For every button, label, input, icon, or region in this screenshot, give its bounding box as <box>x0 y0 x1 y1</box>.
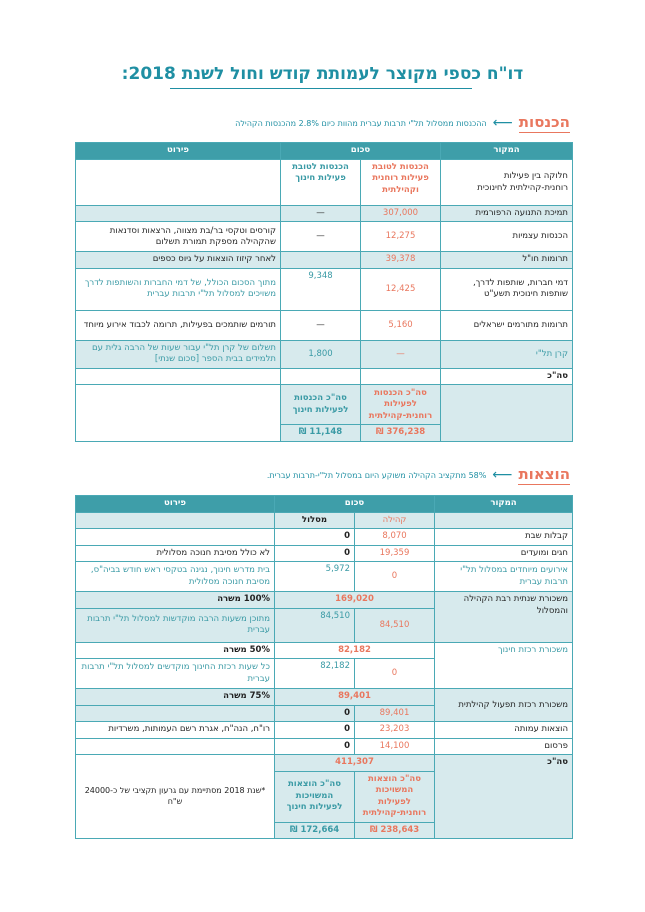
expenses-total-detail: 100% משרה <box>76 592 275 608</box>
income-education-value: — <box>281 310 361 340</box>
income-total-community-label: סה"כ הכנסות לפעילות רוחנית-קהילתית <box>361 385 441 425</box>
income-education-value: — <box>281 206 361 222</box>
expenses-col-detail: פירוט <box>76 496 275 513</box>
income-col-amount: סכום <box>281 143 441 160</box>
income-total-blank <box>441 385 573 441</box>
income-blank-cell <box>76 160 281 206</box>
income-education-value: 1,800 <box>281 340 361 368</box>
expenses-source: אירועים מיוחדים במסלול תל"י תרבות עברית <box>435 562 573 592</box>
expenses-table <box>75 495 573 839</box>
expenses-total-detail: 50% משרה <box>76 642 275 658</box>
expenses-row <box>76 689 573 705</box>
title-underline <box>170 88 472 89</box>
expenses-track-value: 0 <box>275 529 355 545</box>
income-sub-education: הכנסות לטובת פעילות חינוך <box>281 160 361 206</box>
expenses-total-track-label: סה"כ הוצאות המשויכות לפעילות חינוך <box>275 771 355 822</box>
expenses-community-value: 84,510 <box>355 608 435 642</box>
expenses-detail: לא כולל מסיבת חנוכה מסלולית <box>76 545 275 561</box>
expenses-source: משכורת רכזת חינוך <box>435 642 573 688</box>
income-row <box>76 340 573 368</box>
expenses-detail <box>76 705 275 721</box>
income-header <box>235 113 570 133</box>
income-education-value: — <box>281 222 361 252</box>
expenses-total-community-label: סה"כ הוצאות המשויכות לפעילות רוחנית-קהילתית <box>355 771 435 822</box>
expenses-total-value: 82,182 <box>275 642 435 658</box>
expenses-total-value: 169,020 <box>275 592 435 608</box>
expenses-source: הוצאות עמותה <box>435 722 573 738</box>
page-title: דו"ח כספי מקוצר לעמותת קודש וחול לשנת 2018: <box>121 64 524 84</box>
income-source: תרומות חו"ל <box>441 252 573 268</box>
expenses-source: משכורת רכזת תפעול קהילתית <box>435 689 573 722</box>
expenses-total-community: 238,643 ₪ <box>355 822 435 838</box>
expenses-track-value: 0 <box>275 705 355 721</box>
expenses-row <box>76 529 573 545</box>
expenses-source: משכורת שנתית רבת הקהילה והמסלול <box>435 592 573 642</box>
income-source: תרומות מתורמים ישראלים <box>441 310 573 340</box>
expenses-total-detail: 75% משרה <box>76 689 275 705</box>
income-total-education: 11,148 ₪ <box>281 425 361 441</box>
income-total-blank <box>76 385 281 441</box>
expenses-footnote: *שנת 2018 מסתיימת עם גרעון תקציבי של כ-24000 ש"ח <box>76 755 275 839</box>
expenses-blank-cell <box>435 513 573 529</box>
expenses-community-value: 89,401 <box>355 705 435 721</box>
income-education-value <box>281 252 361 268</box>
expenses-sub-community: קהילה <box>355 513 435 529</box>
income-community-value: 307,000 <box>361 206 441 222</box>
income-detail: לאחר קיזוז הוצאות על גיוס כספים <box>76 252 281 268</box>
income-row <box>76 252 573 268</box>
expenses-detail: בית מדרש חינוך, נגינה בטקסי ראש חודש בביה"ס, מסיבת חנוכה מסלולית <box>76 562 275 592</box>
expenses-detail: רו"ח, הנה"ח, אגרת רשם העמותות, משרדיות <box>76 722 275 738</box>
income-education-value: 9,348 <box>281 268 361 310</box>
income-row <box>76 268 573 310</box>
expenses-total-track: 172,664 ₪ <box>275 822 355 838</box>
expenses-row <box>76 738 573 754</box>
income-community-value: 12,425 <box>361 268 441 310</box>
income-heading: הכנסות <box>518 113 570 131</box>
income-row-source: חלוקה בין פעילות רוחנית-קהילתית לחינוכית <box>441 160 573 206</box>
income-community-value: 12,275 <box>361 222 441 252</box>
income-source: תמיכת התנועה הרפורמית <box>441 206 573 222</box>
income-total-empty <box>281 368 361 384</box>
arrow-left-icon: ⟵ <box>492 467 513 483</box>
income-community-value: 39,378 <box>361 252 441 268</box>
expenses-detail <box>76 529 275 545</box>
income-detail: תורמים שותמכים בפעילות, תרומה לכבוד אירוע מיוחד <box>76 310 281 340</box>
income-total-community: 376,238 ₪ <box>361 425 441 441</box>
income-row <box>76 222 573 252</box>
income-detail: קורסים וטקסי בר/בת מצווה, הרצאות וסדנאות שהקהילה מספקת תמורת תשלום <box>76 222 281 252</box>
income-source: הכנסות עצמיות <box>441 222 573 252</box>
expenses-detail: כל שעות רכזת החינוך מוקדשים למסלול תל"י תרבות עברית <box>76 659 275 689</box>
expenses-row <box>76 545 573 561</box>
expenses-detail <box>76 738 275 754</box>
income-total-education-label: סה"כ הכנסות לפעילות חינוך <box>281 385 361 425</box>
expenses-track-value: 0 <box>275 545 355 561</box>
expenses-blank-cell <box>76 513 275 529</box>
income-col-source: המקור <box>441 143 573 160</box>
income-note: ההכנסות ממסלול תל"י תרבות עברית מהוות כיום 2.8% מהכנסות הקהילה <box>235 118 487 128</box>
income-table <box>75 142 573 442</box>
expenses-heading: הוצאות <box>518 465 570 483</box>
expenses-header <box>267 465 570 485</box>
expenses-track-value: 0 <box>275 738 355 754</box>
expenses-source: חגים ומועדים <box>435 545 573 561</box>
income-community-value: 5,160 <box>361 310 441 340</box>
expenses-note: 58% מתקציב הקהילה משוקע היום במסלול תל"י-תרבות עברית. <box>266 470 487 480</box>
expenses-track-value: 84,510 <box>275 608 355 642</box>
income-source: דמי חברות, שותפות לדרך, שותפות חינוכית תשע"ט <box>441 268 573 310</box>
income-total-empty <box>361 368 441 384</box>
expenses-community-value: 14,100 <box>355 738 435 754</box>
expenses-total-value: 89,401 <box>275 689 435 705</box>
expenses-track-value: 0 <box>275 722 355 738</box>
expenses-community-value: 8,070 <box>355 529 435 545</box>
expenses-grand-total: 411,307 <box>275 755 435 771</box>
income-detail: מתוך הסכום הכולל, של דמי החברות והשותפות לדרך משויכים למסלול תל"י תרבות עברית <box>76 268 281 310</box>
income-row <box>76 310 573 340</box>
expenses-row <box>76 562 573 592</box>
expenses-col-amount: סכום <box>275 496 435 513</box>
income-total-empty <box>76 368 281 384</box>
expenses-total-label: סה"כ <box>435 755 573 839</box>
income-total-label: סה"כ <box>441 368 573 384</box>
expenses-col-source: המקור <box>435 496 573 513</box>
income-col-detail: פירוט <box>76 143 281 160</box>
expenses-community-value: 19,359 <box>355 545 435 561</box>
expenses-sub-track: מסלול <box>275 513 355 529</box>
income-row <box>76 206 573 222</box>
expenses-row <box>76 592 573 608</box>
expenses-detail: מתוכן משעות הרבה מוקדשות למסלול תל"י תרבות עברית <box>76 608 275 642</box>
income-source: קרן תל"י <box>441 340 573 368</box>
income-sub-community: הכנסות לטובת פעילות רוחנית וקהילתית <box>361 160 441 206</box>
expenses-source: פרסום <box>435 738 573 754</box>
expenses-community-value: 23,203 <box>355 722 435 738</box>
expenses-community-value: 0 <box>355 659 435 689</box>
expenses-community-value: 0 <box>355 562 435 592</box>
expenses-row <box>76 642 573 658</box>
income-detail: תשלום של קרן תל"י עבור שעות של הרבה גלית עם תלמידים בבית הספר [סכום שנתי] <box>76 340 281 368</box>
expenses-track-value: 5,972 <box>275 562 355 592</box>
expenses-source: קבלות שבת <box>435 529 573 545</box>
arrow-left-icon: ⟵ <box>492 115 513 131</box>
expenses-track-value: 82,182 <box>275 659 355 689</box>
income-detail <box>76 206 281 222</box>
income-community-value: — <box>361 340 441 368</box>
expenses-row <box>76 722 573 738</box>
